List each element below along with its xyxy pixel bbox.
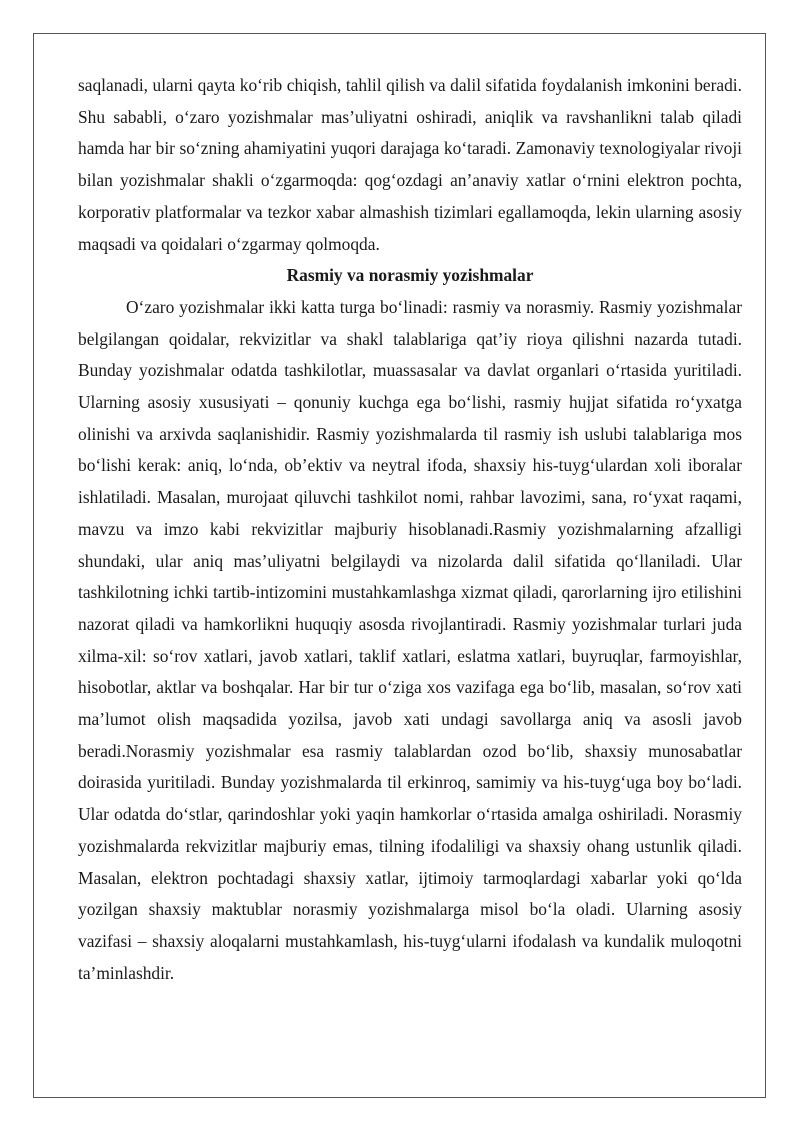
section-heading: Rasmiy va norasmiy yozishmalar — [286, 265, 534, 286]
paragraph-main: O‘zaro yozishmalar ikki katta turga bo‘linadi: rasmiy va norasmiy. Rasmiy yozishmalar belgilangan qoidalar, rekvizitlar va shakl talablariga qat’iy rioya qilishni nazarda tutadi. Bunday yozishmalar odatda tashkilotlar, muassasalar va davlat organlari o‘rtasida yuritiladi. Ularning asosiy xususiyati – qonuniy kuchga ega bo‘lishi, rasmiy hujjat sifatida ro‘yxatga olinishi va arxivda saqlanishidir. Rasmiy yozishmalarda til rasmiy ish uslubi talablariga mos bo‘lishi kerak: aniq, lo‘nda, ob’ektiv va neytral ifoda, shaxsiy his-tuyg‘ulardan xoli iboralar ishlatiladi. Masalan, murojaat qiluvchi tashkilot nomi, rahbar lavozimi, sana, ro‘yxat raqami, mavzu va imzo kabi rekvizitlar majburiy hisoblanadi.Rasmiy yozishmalarning afzalligi shundaki, ular aniq mas’uliyatni belgilaydi va nizolarda dalil sifatida qo‘llaniladi. Ular tashkilotning ichki tartib-intizomini mustahkamlashga xizmat qiladi, qarorlarning ijro etilishini nazorat qiladi va hamkorlikni huquqiy asosda rivojlantiradi. Rasmiy yozishmalar turlari juda xilma-xil: so‘rov xatlari, javob xatlari, taklif xatlari, eslatma xatlari, buyruqlar, farmoyishlar, hisobotlar, aktlar va boshqalar. Har bir tur o‘ziga xos vazifaga ega bo‘lib, masalan, so‘rov xati ma’lumot olish maqsadida yozilsa, javob xati undagi savollarga aniq va asosli javob beradi.Norasmiy yozishmalar esa rasmiy talablardan ozod bo‘lib, shaxsiy munosabatlar doirasida yuritiladi. Bunday yozishmalarda til erkinroq, samimiy va his-tuyg‘uga boy bo‘ladi. Ular odatda do‘stlar, qarindoshlar yoki yaqin hamkorlar o‘rtasida amalga oshiriladi. Norasmiy yozishmalarda rekvizitlar majburiy emas, tilning ifodaliligi va shaxsiy ohang ustunlik qiladi. Masalan, elektron pochtadagi shaxsiy xatlar, ijtimoiy tarmoqlardagi xabarlar yoki qo‘lda yozilgan shaxsiy maktublar norasmiy yozishmalarga misol bo‘la oladi. Ularning asosiy vazifasi – shaxsiy aloqalarni mustahkamlash, his-tuyg‘ularni ifodalash va kundalik muloqotni ta’minlashdir. — [78, 296, 742, 983]
paragraph-intro: saqlanadi, ularni qayta ko‘rib chiqish, tahlil qilish va dalil sifatida foydalanish imkonini beradi. Shu sababli, o‘zaro yozishmalar mas’uliyatni oshiradi, aniqlik va ravshanlikni talab qiladi hamda har bir so‘zning ahamiyatini yuqori darajaga ko‘taradi. Zamonaviy texnologiyalar rivoji bilan yozishmalar shakli o‘zgarmoqda: qog‘ozdagi an’anaviy xatlar o‘rnini elektron pochta, korporativ platformalar va tezkor xabar almashish tizimlari egallamoqda, lekin ularning asosiy maqsadi va qoidalari o‘zgarmay qolmoqda. — [78, 75, 742, 254]
document-body — [78, 70, 742, 989]
